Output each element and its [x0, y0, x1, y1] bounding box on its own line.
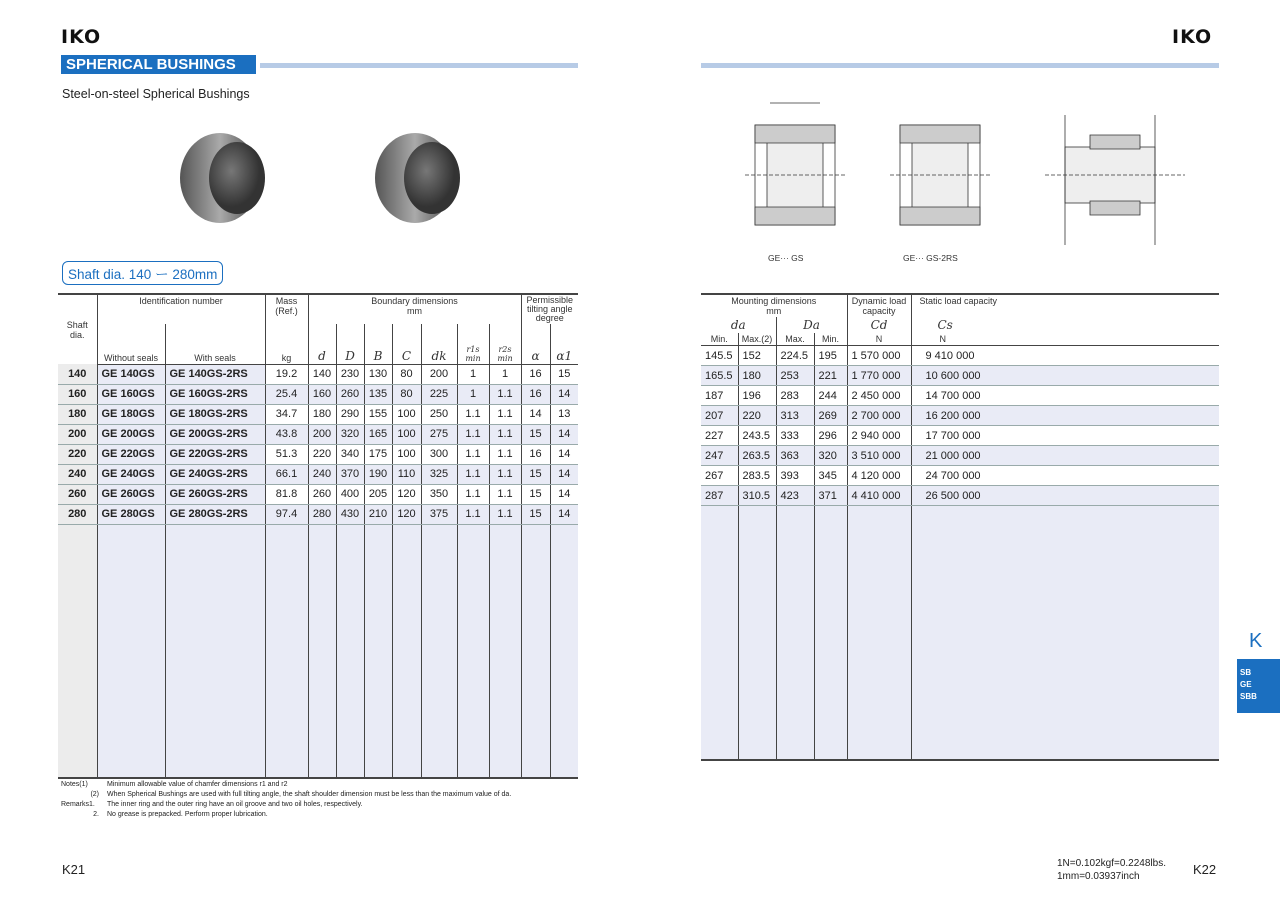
- header-mounting: Mounting dimensions: [731, 296, 817, 306]
- table-cell: 250: [421, 404, 457, 424]
- table-cell: GE 160GS-2RS: [165, 384, 265, 404]
- table-cell: 1: [489, 364, 521, 384]
- table-cell: 24 700 000: [911, 466, 1219, 486]
- subtitle: Steel-on-steel Spherical Bushings: [62, 87, 250, 101]
- table-cell: GE 160GS: [97, 384, 165, 404]
- table-cell: 14: [521, 404, 550, 424]
- brand-logo: IKO: [61, 26, 102, 48]
- table-cell: 1.1: [489, 504, 521, 524]
- table-cell: 155: [364, 404, 392, 424]
- table-cell: 15: [521, 484, 550, 504]
- table-cell: 14: [550, 384, 578, 404]
- table-cell: 220: [308, 444, 336, 464]
- table-cell: 16 200 000: [911, 406, 1219, 426]
- table-cell: 16: [521, 384, 550, 404]
- table-row: [701, 426, 1219, 446]
- table-cell: 43.8: [265, 424, 308, 444]
- table-cell: 1.1: [457, 504, 489, 524]
- header-C: C: [392, 324, 421, 364]
- table-row: [701, 446, 1219, 466]
- table-cell: 17 700 000: [911, 426, 1219, 446]
- table-row: [58, 384, 578, 404]
- brand-logo-right: IKO: [1172, 26, 1213, 48]
- table-cell: 210: [364, 504, 392, 524]
- header-mounting-unit: mm: [766, 306, 782, 316]
- table-cell: 200: [58, 424, 97, 444]
- table-cell: 120: [392, 504, 421, 524]
- table-filler: [58, 524, 578, 778]
- table-cell: 110: [392, 464, 421, 484]
- table-cell: 160: [58, 384, 97, 404]
- header-mass-unit: kg: [265, 324, 308, 364]
- side-tab-sb[interactable]: SB: [1240, 668, 1252, 677]
- table-cell: 160: [308, 384, 336, 404]
- table-cell: 320: [336, 424, 364, 444]
- table-cell: 34.7: [265, 404, 308, 424]
- table-cell: 393: [776, 466, 814, 486]
- empty-cell: [421, 524, 457, 778]
- empty-cell: [265, 524, 308, 778]
- table-cell: 97.4: [265, 504, 308, 524]
- header-cs: Cs: [911, 317, 1219, 333]
- header-mass: Mass (Ref.): [265, 294, 308, 324]
- header-alpha: α: [521, 324, 550, 364]
- header-rule: [260, 63, 578, 68]
- side-tab-sbb[interactable]: SBB: [1240, 692, 1257, 701]
- page-number-left: K21: [62, 862, 86, 877]
- empty-cell: [489, 524, 521, 778]
- table-cell: 225: [421, 384, 457, 404]
- table-cell: 430: [336, 504, 364, 524]
- table-cell: 14: [550, 464, 578, 484]
- table-cell: 220: [738, 406, 776, 426]
- header-r1: r1s min: [457, 324, 489, 364]
- header-dk: dk: [421, 324, 457, 364]
- table-row: [58, 484, 578, 504]
- header-B: B: [364, 324, 392, 364]
- empty-cell: [776, 506, 814, 760]
- table-cell: 370: [336, 464, 364, 484]
- table-row: [58, 404, 578, 424]
- header-boundary: Boundary dimensions: [371, 296, 458, 306]
- header-static: Static load capacity: [911, 294, 1219, 317]
- diagram-gs: [745, 103, 845, 225]
- table-cell: 200: [308, 424, 336, 444]
- table-cell: 3 510 000: [847, 446, 911, 466]
- table-cell: 1.1: [457, 464, 489, 484]
- table-cell: 10 600 000: [911, 366, 1219, 386]
- empty-cell: [814, 506, 847, 760]
- table-cell: 14: [550, 504, 578, 524]
- header-dynamic: Dynamic load capacity: [847, 294, 911, 317]
- diagram-gs-2rs: [890, 125, 990, 225]
- table-cell: 310.5: [738, 486, 776, 506]
- table-cell: 283: [776, 386, 814, 406]
- table-cell: 287: [701, 486, 738, 506]
- table-cell: 313: [776, 406, 814, 426]
- table-cell: 1.1: [457, 424, 489, 444]
- header-rule-right: [701, 63, 1219, 68]
- table-cell: 140: [308, 364, 336, 384]
- table-cell: 1.1: [489, 464, 521, 484]
- table-row: [58, 444, 578, 464]
- table-cell: 267: [701, 466, 738, 486]
- table-cell: GE 200GS-2RS: [165, 424, 265, 444]
- table-cell: GE 280GS-2RS: [165, 504, 265, 524]
- empty-cell: [521, 524, 550, 778]
- table-row: [58, 504, 578, 524]
- table-cell: 80: [392, 364, 421, 384]
- table-cell: 140: [58, 364, 97, 384]
- table-cell: 280: [308, 504, 336, 524]
- empty-cell: [97, 524, 165, 778]
- header-shaft: Shaft dia.: [58, 294, 97, 364]
- table-cell: 100: [392, 444, 421, 464]
- table-cell: 280: [58, 504, 97, 524]
- empty-cell: [364, 524, 392, 778]
- header-boundary-unit: mm: [407, 306, 422, 316]
- table-cell: 2 450 000: [847, 386, 911, 406]
- product-photos: [175, 130, 475, 230]
- empty-cell: [847, 506, 911, 760]
- table-cell: 227: [701, 426, 738, 446]
- empty-cell: [165, 524, 265, 778]
- table-cell: GE 220GS: [97, 444, 165, 464]
- table-cell: 15: [550, 364, 578, 384]
- table-cell: 187: [701, 386, 738, 406]
- diagram-mounting: [1045, 115, 1185, 245]
- shaft-range-label: Shaft dia. 140 ー 280mm: [62, 261, 223, 285]
- empty-cell: [308, 524, 336, 778]
- bushing-photo-gs-2rs: [375, 133, 460, 223]
- diagram-caption-gs: GE··· GS: [768, 253, 804, 263]
- header-cs-unit: N: [911, 333, 1219, 346]
- table-cell: 165.5: [701, 366, 738, 386]
- table-cell: 260: [308, 484, 336, 504]
- side-tab-letter: K: [1249, 630, 1263, 652]
- table-cell: 130: [364, 364, 392, 384]
- table-cell: GE 240GS-2RS: [165, 464, 265, 484]
- table-cell: 175: [364, 444, 392, 464]
- table-cell: 240: [308, 464, 336, 484]
- table-cell: 2 700 000: [847, 406, 911, 426]
- table-cell: GE 260GS: [97, 484, 165, 504]
- header-tilt: Permissible tilting angle degree: [521, 294, 578, 324]
- note-text: When Spherical Bushings are used with full tilting angle, the shaft shoulder dimension must be less than the maximum value of da.: [107, 791, 512, 798]
- conversion-force: 1N=0.102kgf=0.2248lbs.: [1057, 858, 1166, 869]
- table-cell: 1.1: [457, 444, 489, 464]
- note-text: No grease is prepacked. Perform proper lubrication.: [107, 811, 268, 818]
- header-cd-unit: N: [847, 333, 911, 346]
- table-cell: 51.3: [265, 444, 308, 464]
- table-cell: 325: [421, 464, 457, 484]
- table-cell: 180: [738, 366, 776, 386]
- table-cell: 260: [336, 384, 364, 404]
- table-cell: 14: [550, 444, 578, 464]
- table-cell: 300: [421, 444, 457, 464]
- header-r2: r2s min: [489, 324, 521, 364]
- table-cell: 283.5: [738, 466, 776, 486]
- table-cell: 243.5: [738, 426, 776, 446]
- header-with-seals: With seals: [165, 324, 265, 364]
- table-cell: 220: [58, 444, 97, 464]
- table-row: [58, 364, 578, 384]
- table-cell: GE 140GS: [97, 364, 165, 384]
- table-cell: 1 770 000: [847, 366, 911, 386]
- note-label: Notes(1): [61, 781, 88, 788]
- table-cell: 66.1: [265, 464, 308, 484]
- table-row: [701, 386, 1219, 406]
- table-cell: 19.2: [265, 364, 308, 384]
- table-row: [701, 346, 1219, 366]
- table-row: [58, 464, 578, 484]
- table-cell: 423: [776, 486, 814, 506]
- note-label: Remarks1.: [61, 801, 95, 808]
- header-cd: Cd: [847, 317, 911, 333]
- table-cell: 100: [392, 404, 421, 424]
- side-tab-ge[interactable]: GE: [1240, 680, 1252, 689]
- table-cell: 15: [521, 424, 550, 444]
- table-cell: 1: [457, 384, 489, 404]
- header-Da: Da: [776, 317, 847, 333]
- header-D: D: [336, 324, 364, 364]
- table-cell: 400: [336, 484, 364, 504]
- table-cell: 1.1: [489, 404, 521, 424]
- table-cell: 371: [814, 486, 847, 506]
- table-cell: GE 140GS-2RS: [165, 364, 265, 384]
- table-cell: 1.1: [489, 384, 521, 404]
- header-alpha1: α1: [550, 324, 578, 364]
- table-cell: 290: [336, 404, 364, 424]
- table-cell: 4 120 000: [847, 466, 911, 486]
- table-cell: 165: [364, 424, 392, 444]
- table-cell: GE 220GS-2RS: [165, 444, 265, 464]
- empty-cell: [701, 506, 738, 760]
- table-cell: 269: [814, 406, 847, 426]
- table-cell: 1.1: [457, 404, 489, 424]
- table-cell: 240: [58, 464, 97, 484]
- table-cell: 221: [814, 366, 847, 386]
- header-da-max: Max.(2): [738, 333, 776, 346]
- table-cell: 4 410 000: [847, 486, 911, 506]
- header-da-min: Min.: [701, 333, 738, 346]
- table-cell: 253: [776, 366, 814, 386]
- table-cell: 21 000 000: [911, 446, 1219, 466]
- empty-cell: [550, 524, 578, 778]
- table-cell: 2 940 000: [847, 426, 911, 446]
- table-cell: 1.1: [489, 444, 521, 464]
- diagram-caption-gs-2rs: GE··· GS-2RS: [903, 253, 958, 263]
- table-cell: 14: [550, 424, 578, 444]
- empty-cell: [392, 524, 421, 778]
- page-number-right: K22: [1193, 862, 1217, 877]
- table-cell: 207: [701, 406, 738, 426]
- table-cell: 1 570 000: [847, 346, 911, 366]
- table-cell: 190: [364, 464, 392, 484]
- side-tab[interactable]: [1237, 659, 1280, 713]
- table-cell: GE 200GS: [97, 424, 165, 444]
- table-row: [701, 406, 1219, 426]
- table-cell: 244: [814, 386, 847, 406]
- empty-cell: [58, 524, 97, 778]
- note-text: The inner ring and the outer ring have an oil groove and two oil holes, respectively.: [107, 801, 363, 808]
- table-filler: [701, 506, 1219, 760]
- table-row: [701, 366, 1219, 386]
- table-cell: 120: [392, 484, 421, 504]
- table-cell: 25.4: [265, 384, 308, 404]
- header-Da-min: Min.: [814, 333, 847, 346]
- table-cell: 340: [336, 444, 364, 464]
- header-id: Identification number: [97, 294, 265, 324]
- table-cell: 247: [701, 446, 738, 466]
- table-cell: 100: [392, 424, 421, 444]
- table-cell: 333: [776, 426, 814, 446]
- dimension-diagrams: [725, 95, 1195, 250]
- table-cell: 260: [58, 484, 97, 504]
- table-cell: 375: [421, 504, 457, 524]
- bushing-photo-gs: [180, 133, 265, 223]
- table-cell: 9 410 000: [911, 346, 1219, 366]
- table-cell: 350: [421, 484, 457, 504]
- table-cell: 205: [364, 484, 392, 504]
- table-row: [701, 486, 1219, 506]
- table-row: [701, 466, 1219, 486]
- note-text: Minimum allowable value of chamfer dimensions r1 and r2: [107, 781, 288, 788]
- spec-table-right: [701, 293, 1219, 761]
- table-cell: 180: [308, 404, 336, 424]
- table-cell: 15: [521, 504, 550, 524]
- table-cell: 263.5: [738, 446, 776, 466]
- header-d: d: [308, 324, 336, 364]
- empty-cell: [738, 506, 776, 760]
- empty-cell: [457, 524, 489, 778]
- table-cell: 152: [738, 346, 776, 366]
- conversion-length: 1mm=0.03937inch: [1057, 871, 1140, 882]
- table-cell: 180: [58, 404, 97, 424]
- table-cell: 16: [521, 444, 550, 464]
- table-cell: 296: [814, 426, 847, 446]
- table-cell: 1.1: [489, 484, 521, 504]
- table-row: [58, 424, 578, 444]
- table-cell: 13: [550, 404, 578, 424]
- table-cell: GE 180GS-2RS: [165, 404, 265, 424]
- table-cell: 1.1: [489, 424, 521, 444]
- notes: [61, 780, 511, 820]
- table-cell: 196: [738, 386, 776, 406]
- table-cell: 26 500 000: [911, 486, 1219, 506]
- table-cell: 275: [421, 424, 457, 444]
- header-without-seals: Without seals: [97, 324, 165, 364]
- table-cell: 16: [521, 364, 550, 384]
- table-cell: 15: [521, 464, 550, 484]
- table-cell: 145.5: [701, 346, 738, 366]
- table-cell: 80: [392, 384, 421, 404]
- table-cell: 363: [776, 446, 814, 466]
- table-cell: 14 700 000: [911, 386, 1219, 406]
- table-cell: 14: [550, 484, 578, 504]
- spec-table-left: [58, 293, 578, 779]
- table-cell: 195: [814, 346, 847, 366]
- empty-cell: [911, 506, 1219, 760]
- table-cell: GE 240GS: [97, 464, 165, 484]
- table-cell: 1: [457, 364, 489, 384]
- header-Da-max: Max.: [776, 333, 814, 346]
- note-label: 2.: [93, 811, 99, 818]
- table-cell: 224.5: [776, 346, 814, 366]
- table-cell: 320: [814, 446, 847, 466]
- table-cell: 81.8: [265, 484, 308, 504]
- table-cell: GE 260GS-2RS: [165, 484, 265, 504]
- table-cell: GE 280GS: [97, 504, 165, 524]
- note-label: (2): [90, 791, 99, 798]
- table-cell: 345: [814, 466, 847, 486]
- table-cell: GE 180GS: [97, 404, 165, 424]
- empty-cell: [336, 524, 364, 778]
- section-title: SPHERICAL BUSHINGS: [61, 55, 256, 74]
- table-cell: 200: [421, 364, 457, 384]
- header-da: da: [730, 318, 746, 332]
- table-cell: 1.1: [457, 484, 489, 504]
- table-cell: 230: [336, 364, 364, 384]
- table-cell: 135: [364, 384, 392, 404]
